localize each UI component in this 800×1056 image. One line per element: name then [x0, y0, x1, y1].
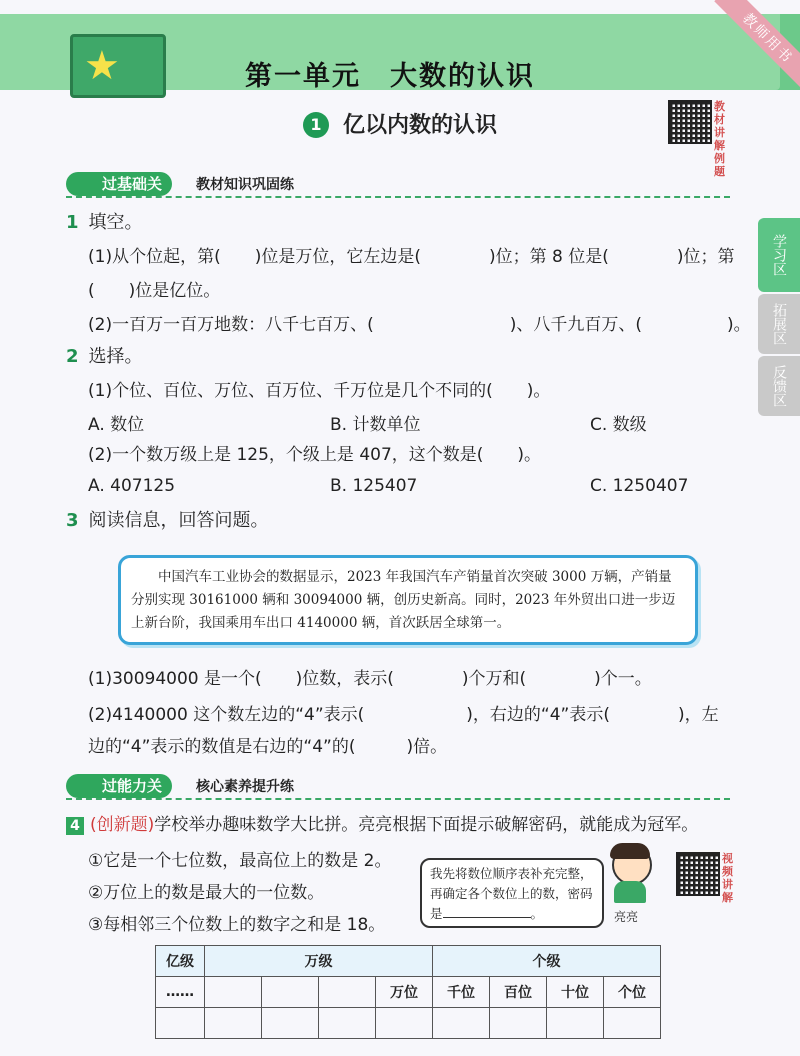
- table-col-qian: 千位: [433, 977, 490, 1008]
- question-4-tag: (创新题): [90, 815, 155, 835]
- question-2-option-1a: A. 数位: [88, 415, 145, 435]
- kid-avatar: [608, 845, 652, 901]
- question-2-option-2b: B. 125407: [330, 476, 418, 496]
- question-2-option-2a: A. 407125: [88, 476, 176, 496]
- question-1-line-2: ( )位是亿位。: [88, 281, 221, 301]
- section-ability-subtitle: 核心素养提升练: [196, 779, 294, 795]
- hint-1: ①它是一个七位数，最高位上的数是 2。: [88, 851, 392, 871]
- question-1-line-3: (2)一百万一百万地数：八千七百万、( )、八千九百万、( )。: [88, 315, 751, 335]
- question-3-line-3: 边的“4”表示的数值是右边的“4”的( )倍。: [88, 737, 448, 757]
- kid-body: [614, 881, 646, 903]
- place-value-table: [155, 945, 661, 1039]
- section-basic: [66, 172, 730, 198]
- table-cell[interactable]: [205, 977, 262, 1008]
- section-basic-subtitle: 教材知识巩固练: [196, 177, 294, 193]
- side-tab-study[interactable]: 学习区: [758, 218, 800, 292]
- question-2-line-2: (2)一个数万级上是 125，个级上是 407，这个数是( )。: [88, 445, 542, 465]
- table-cell[interactable]: [156, 1008, 205, 1039]
- table-cell[interactable]: [490, 1008, 547, 1039]
- question-2-option-1b: B. 计数单位: [330, 415, 421, 435]
- section-ability-pill: 过能力关: [66, 774, 172, 798]
- lesson-number: 1: [303, 112, 329, 138]
- table-cell[interactable]: [319, 977, 376, 1008]
- question-1-number: 1: [66, 212, 79, 233]
- question-1-text: 填空。: [88, 212, 143, 233]
- table-col-ge: 个位: [604, 977, 661, 1008]
- hint-3: ③每相邻三个位数上的数字之和是 18。: [88, 915, 386, 935]
- table-cell[interactable]: [262, 977, 319, 1008]
- hint-2: ②万位上的数是最大的一位数。: [88, 883, 325, 903]
- speech-bubble-text: 我先将数位顺序表补充完整，再确定各个数位上的数，密码是 。: [430, 866, 593, 921]
- question-4-number: 4: [66, 817, 84, 835]
- header-banner: [0, 14, 800, 90]
- qr-label: 教材讲解例题: [714, 100, 725, 178]
- star-mascot-icon: ★: [84, 43, 120, 89]
- kid-name: 亮亮: [614, 910, 639, 924]
- speech-bubble-content: 我先将数位顺序表补充完整，再确定各个数位上的数，密码是: [430, 866, 593, 921]
- info-text: 中国汽车工业协会的数据显示，2023 年我国汽车产销量首次突破 3000 万辆，产销量分别实现 30161000 辆和 30094000 辆，创历史新高。同时，2023 年外贸出口进一步迈上新台阶，我国乘用车出口 4140000 辆，首次跃居全球第一。: [131, 569, 676, 631]
- side-tab-extend[interactable]: 拓展区: [758, 294, 800, 354]
- qr-code-icon[interactable]: [668, 100, 712, 144]
- info-box: [118, 555, 698, 645]
- table-col-shi: 十位: [547, 977, 604, 1008]
- table-level-wan: 万级: [205, 946, 433, 977]
- question-2-option-2c: C. 1250407: [590, 476, 689, 496]
- question-3-number: 3: [66, 510, 79, 531]
- table-cell[interactable]: [205, 1008, 262, 1039]
- password-blank[interactable]: [443, 905, 531, 918]
- table-dots: ……: [156, 977, 205, 1008]
- table-level-ge: 个级: [433, 946, 661, 977]
- table-cell[interactable]: [547, 1008, 604, 1039]
- question-1-title: [66, 212, 143, 234]
- question-4-text: 学校举办趣味数学大比拼。亮亮根据下面提示破解密码，就能成为冠军。: [154, 815, 699, 835]
- table-level-yi: 亿级: [156, 946, 205, 977]
- question-2-line-1: (1)个位、百位、万位、百万位、千万位是几个不同的( )。: [88, 381, 551, 401]
- side-tab-feedback[interactable]: 反馈区: [758, 356, 800, 416]
- kid-hair: [610, 843, 650, 859]
- question-2-option-1c: C. 数级: [590, 415, 647, 435]
- table-col-wan: 万位: [376, 977, 433, 1008]
- table-cell[interactable]: [262, 1008, 319, 1039]
- speech-bubble: [420, 858, 604, 928]
- question-3-line-1: (1)30094000 是一个( )位数，表示( )个万和( )个一。: [88, 669, 652, 689]
- question-3-title: [66, 510, 269, 532]
- question-1-line-1: (1)从个位起，第( )位是万位，它左边是( )位；第 8 位是( )位；第: [88, 247, 735, 267]
- table-cell[interactable]: [376, 1008, 433, 1039]
- table-cell[interactable]: [319, 1008, 376, 1039]
- video-qr-label: 视频讲解: [722, 852, 733, 904]
- table-cell[interactable]: [433, 1008, 490, 1039]
- question-3-text: 阅读信息，回答问题。: [88, 510, 269, 531]
- table-col-bai: 百位: [490, 977, 547, 1008]
- question-2-title: [66, 346, 143, 368]
- lesson-title-text: 亿以内数的认识: [342, 113, 497, 138]
- video-qr-icon[interactable]: [676, 852, 720, 896]
- table-cell[interactable]: [604, 1008, 661, 1039]
- question-4-title: [66, 814, 698, 836]
- corner-tag: [690, 0, 800, 110]
- corner-tag-text: 教师用书: [714, 0, 800, 92]
- section-basic-pill: 过基础关: [66, 172, 172, 196]
- question-3-line-2: (2)4140000 这个数左边的“4”表示( )，右边的“4”表示( )，左: [88, 705, 719, 725]
- question-2-text: 选择。: [88, 346, 143, 367]
- question-2-number: 2: [66, 346, 79, 367]
- section-ability: [66, 774, 730, 800]
- unit-title: 第一单元 大数的认识: [245, 61, 535, 92]
